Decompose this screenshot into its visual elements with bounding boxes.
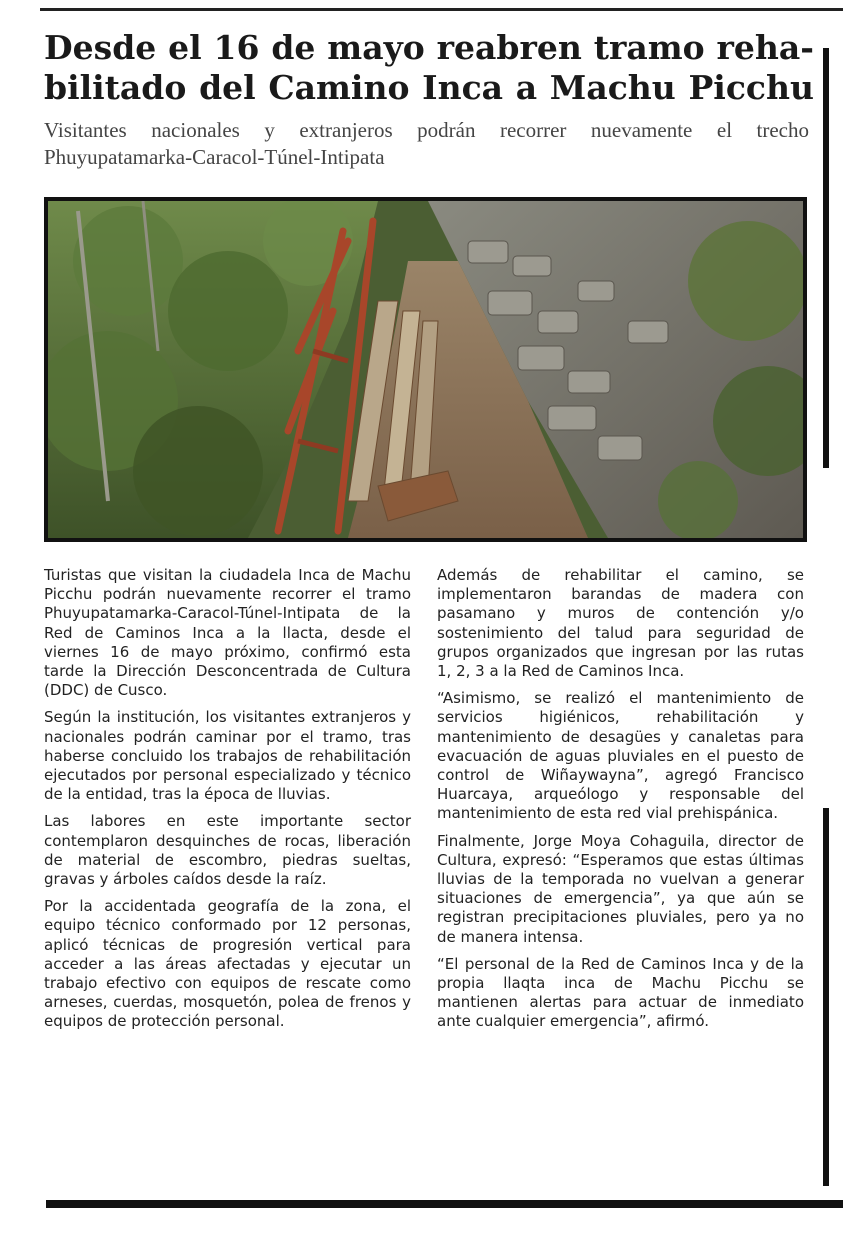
- headline-line-1: Desde el 16 de mayo reabren tramo reha-: [44, 28, 814, 67]
- headline-line-2: bilitado del Camino Inca a Machu Picchu: [44, 68, 814, 107]
- paragraph-left-1: Turistas que visitan la ciudadela Inca de Machu Picchu podrán nuevamente recorrer el tramo Phuyupatamarka-Caracol-Túnel-Intipata de la Red de Caminos Inca a la llacta, desde el viernes 16 de mayo próximo, confirmó esta tarde la Dirección Desconcentrada de Cultura (DDC) de Cusco.: [44, 566, 411, 700]
- bottom-rule: [46, 1200, 843, 1208]
- paragraph-left-2: Según la institución, los visitantes extranjeros y nacionales podrán caminar por el tramo, tras haberse concluido los trabajos de rehabilitación ejecutados por personal especializado y técnico de la entidad, tras la época de lluvias.: [44, 708, 411, 804]
- paragraph-right-3: Finalmente, Jorge Moya Cohaguila, director de Cultura, expresó: “Esperamos que estas últimas lluvias de la temporada no vuelvan a generar situaciones de emergencia”, ya que aún se registran precipitaciones pluviales, pero ya no de manera intensa.: [437, 831, 804, 946]
- subheadline-line-2: Phuyupatamarka-Caracol-Túnel-Intipata: [44, 145, 385, 169]
- article-photo: [44, 197, 807, 542]
- right-margin-bar-lower: [823, 808, 829, 1186]
- paragraph-right-4: “El personal de la Red de Caminos Inca y de la propia llaqta inca de Machu Picchu se mantienen alertas para actuar de inmediato ante cualquier emergencia”, afirmó.: [437, 954, 804, 1031]
- paragraph-right-2: “Asimismo, se realizó el mantenimiento de servicios higiénicos, rehabilitación y mantenimiento de desagües y canaletas para evacuación de aguas pluviales en el puesto de control de Wiñaywayna”, agregó Francisco Huarcaya, arqueólogo y responsable del mantenimiento de esta red vial prehispánica.: [437, 689, 804, 823]
- article-body-left-column: [44, 566, 411, 1040]
- subheadline-line-1: Visitantes nacionales y extranjeros podrán recorrer nuevamente el trecho: [44, 118, 809, 142]
- paragraph-right-1: Además de rehabilitar el camino, se implementaron barandas de madera con pasamano y muros de contención y/o sostenimiento del talud para seguridad de grupos organizados que ingresan por las rutas 1, 2, 3 a la Red de Caminos Inca.: [437, 566, 804, 681]
- paragraph-left-4: Por la accidentada geografía de la zona, el equipo técnico conformado por 12 personas, aplicó técnicas de progresión vertical para acceder a las áreas afectadas y ejecutar un trabajo efectivo con equipos de rescate como arneses, cuerdas, mosquetón, polea de frenos y equipos de protección personal.: [44, 897, 411, 1031]
- article-body-right-column: [437, 566, 804, 1040]
- trail-photo-illustration: [48, 201, 803, 538]
- article-subheadline: [44, 117, 809, 171]
- article-headline: [44, 28, 814, 108]
- right-margin-bar-upper: [823, 48, 829, 468]
- top-rule: [40, 8, 843, 11]
- paragraph-left-3: Las labores en este importante sector contemplaron desquinches de rocas, liberación de material de escombro, piedras sueltas, gravas y árboles caídos desde la raíz.: [44, 812, 411, 889]
